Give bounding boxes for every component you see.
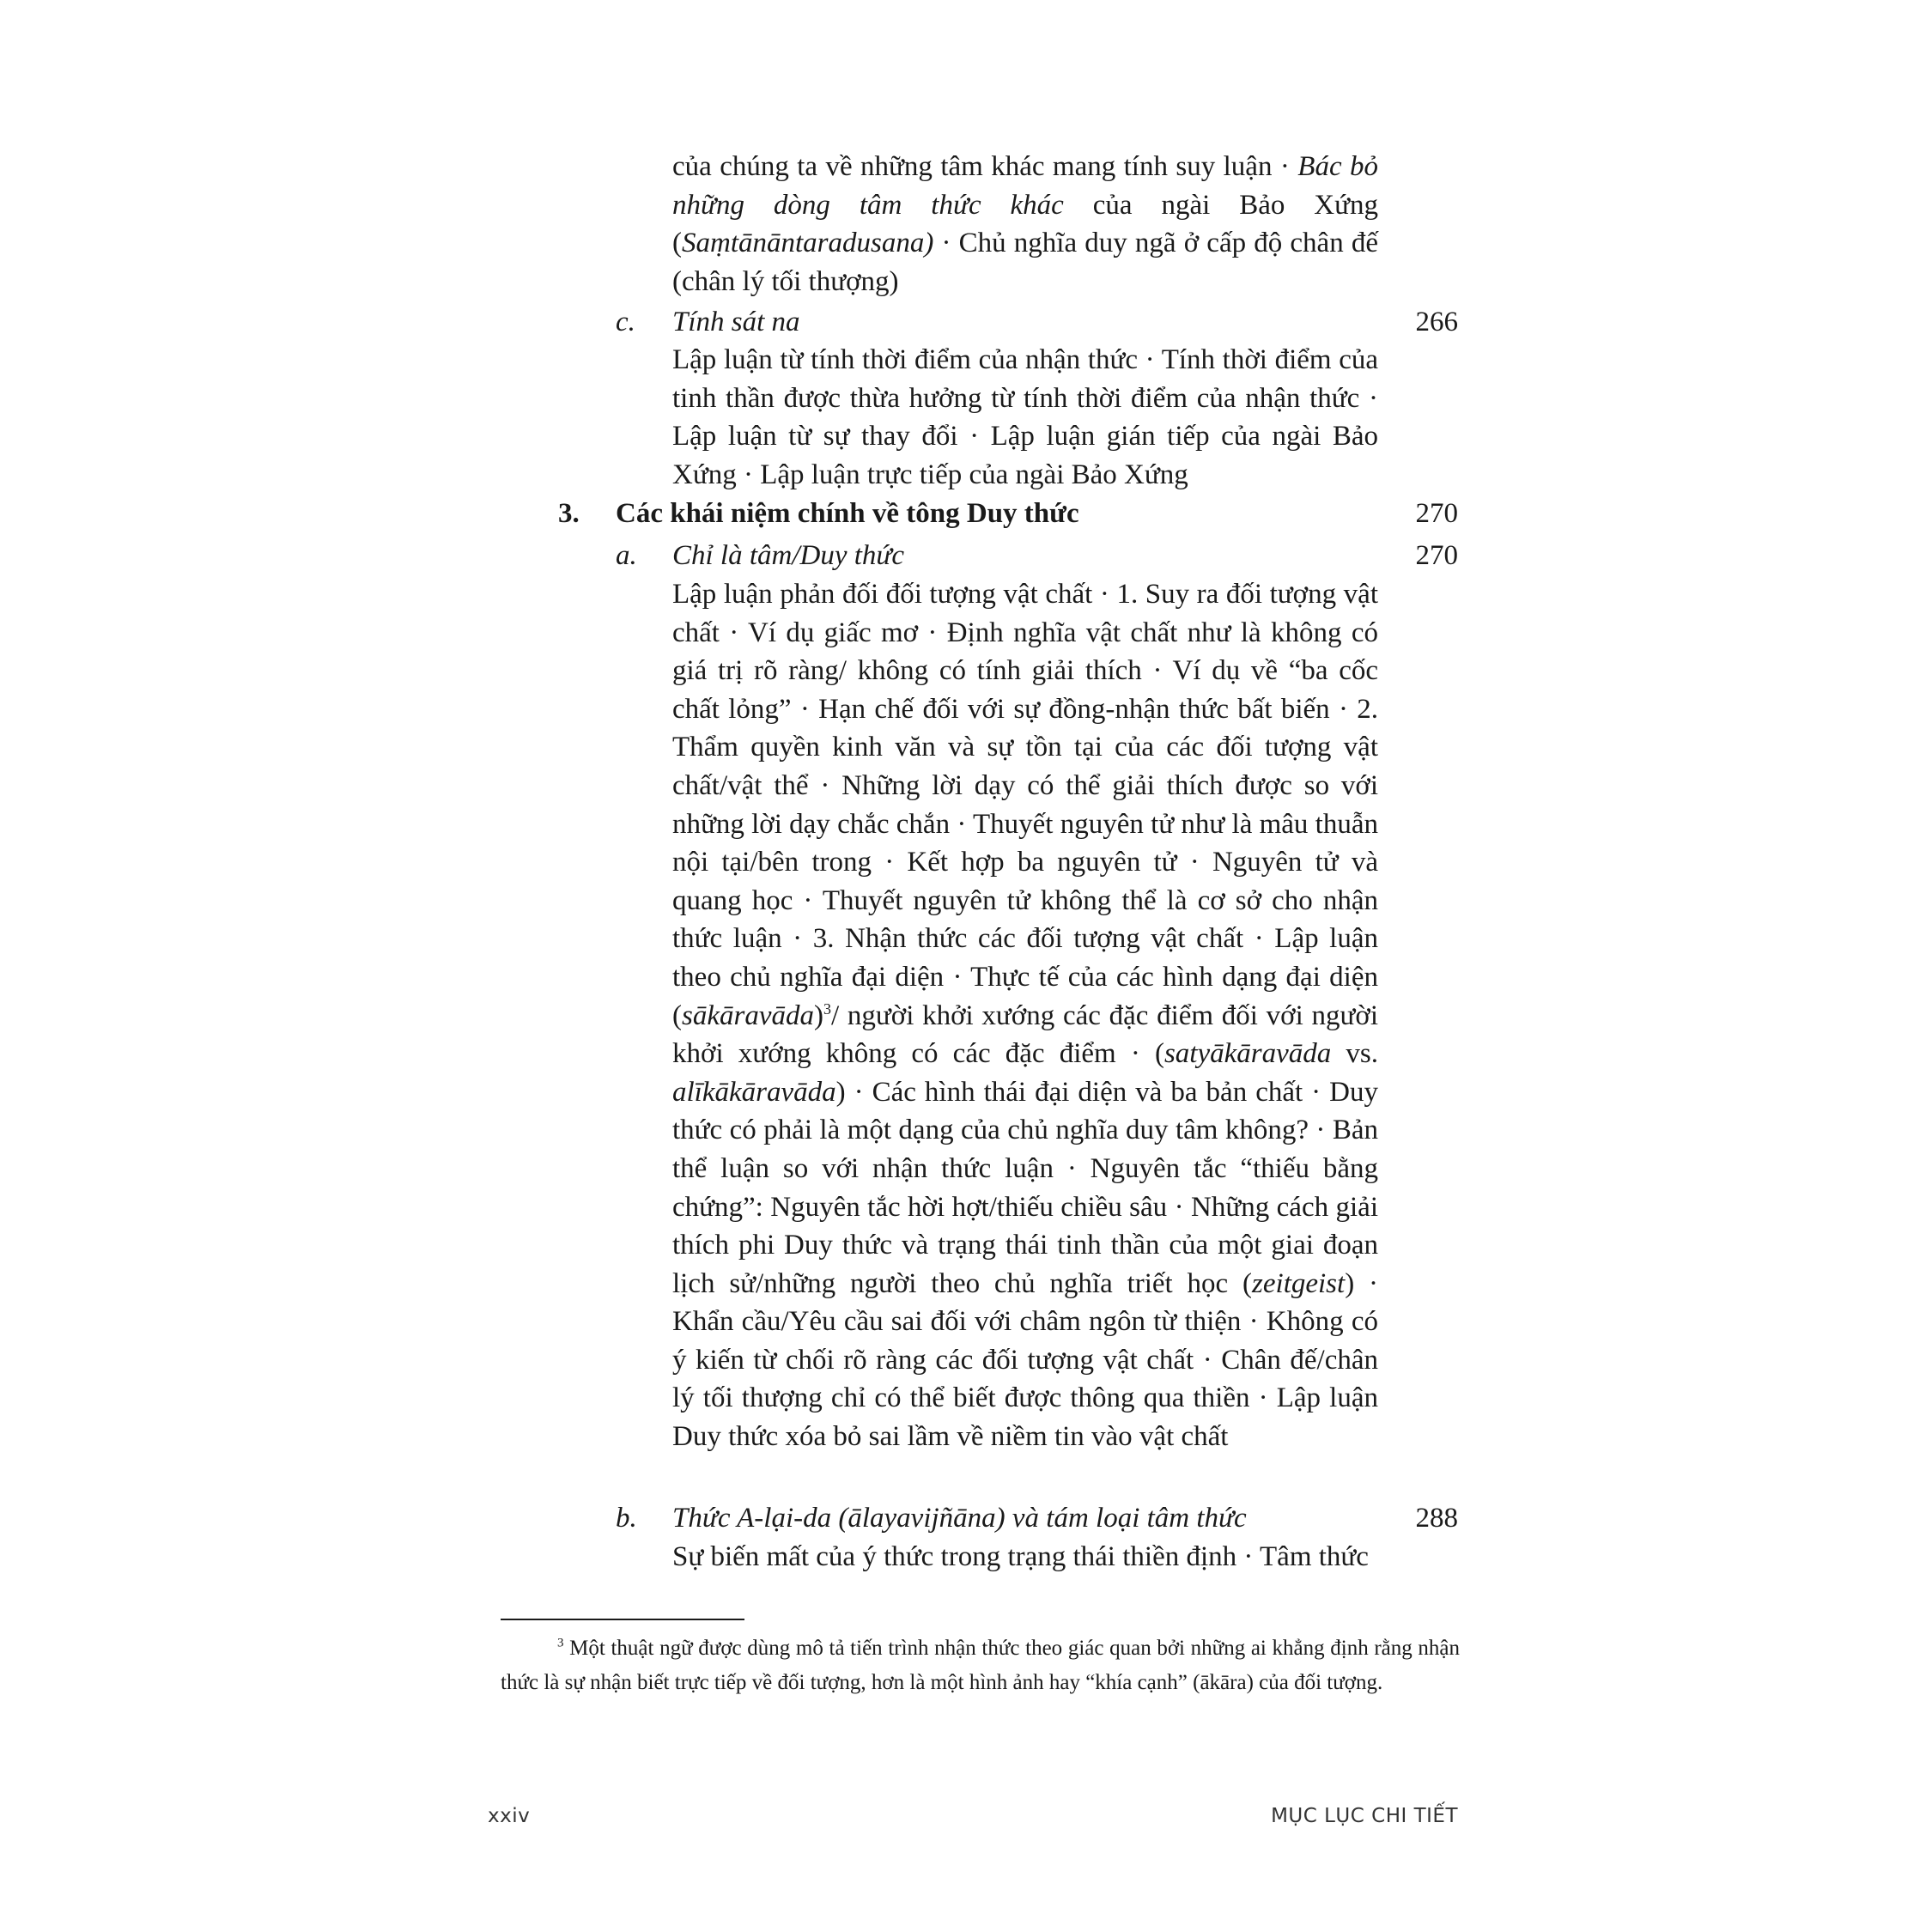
continued-line-1: của chúng ta về những tâm khác mang tính suy luận (672, 151, 1273, 182)
sanskrit-term: satyākāravāda (1163, 1038, 1332, 1070)
footnote-marker: 3 (557, 1636, 564, 1650)
german-term: zeitgeist (1252, 1267, 1346, 1299)
item-b-page: 288 (1415, 1503, 1458, 1534)
sanskrit-term: Saṃtānāntaradusana) (682, 228, 934, 259)
section-3-title: Các khái niệm chính về tông Duy thức (616, 498, 1079, 529)
item-b-title: Thức A-lại-da (ālayavijñāna) và tám loại tâm thức (672, 1503, 1247, 1534)
item-c-description: Lập luận từ tính thời điểm của nhận thức · Tính thời điểm của tinh thần được thừa hưởng từ tính thời điểm của nhận thức · Lập luận từ sự thay đổi · Lập luận gián tiếp của ngài Bảo Xứng · Lập luận trực tiếp của ngài Bảo Xứng (672, 344, 1378, 490)
item-a-page: 270 (1415, 540, 1458, 571)
item-b-letter: b. (616, 1503, 637, 1534)
sanskrit-term: sākāravāda (682, 999, 814, 1031)
running-section-title: MỤC LỤC CHI TIẾT (1271, 1805, 1458, 1827)
section-3-page: 270 (1415, 498, 1458, 529)
item-a-description: Lập luận phản đối đối tượng vật chất · 1. Suy ra đối tượng vật chất · Ví dụ giấc mơ · Định nghĩa vật chất như là không có giá trị rõ ràng/ không có tính giải thích · Ví dụ về “ba cốc chất lỏng” · Hạn chế đối với sự đồng-nhận thức bất biến · 2. Thẩm quyền kinh văn và sự tồn tại của các đối tượng vật chất/vật thể · Những lời dạy có thể giải thích được so với những lời dạy chắc chắn · Thuyết nguyên tử như là mâu thuẫn nội tại/bên trong · Kết hợp ba nguyên tử · Nguyên tử và quang học · Thuyết nguyên tử không thể là cơ sở cho nhận thức luận · 3. Nhận thức các đối tượng vật chất · Lập luận theo chủ nghĩa đại diện · Thực tế của các hình dạng đại diện (sākāravāda)$^3$/ người khởi xướng các đặc điểm đối với người khởi xướng không có các đặc điểm · (satyākāravāda vs. alīkākāravāda) · Các hình thái đại diện và ba bản chất · Duy thức có phải là một dạng của chủ nghĩa duy tâm không? · Bản thể luận so với nhận thức luận · Nguyên tắc “thiếu bằng chứng”: Nguyên tắc hời hợt/thiếu chiều sâu · Những cách giải thích phi Duy thức và trạng thái tinh thần của một giai đoạn lịch sử/những người theo chủ nghĩa triết học (zeitgeist) · Khẩn cầu/Yêu cầu sai đối với châm ngôn từ thiện · Không có ý kiến từ chối rõ ràng các đối tượng vật chất · Chân đế/chân lý tối thượng chỉ có thể biết được thông qua thiền · Lập luận Duy thức xóa bỏ sai lầm về niềm tin vào vật chất (672, 579, 1379, 1453)
item-b-description: Sự biến mất của ý thức trong trạng thái thiền định · Tâm thức (672, 1541, 1369, 1572)
item-a-letter: a. (616, 540, 637, 571)
item-c-title: Tính sát na (672, 307, 800, 337)
item-c-page: 266 (1415, 307, 1458, 337)
item-a-title: Chỉ là tâm/Duy thức (672, 540, 905, 571)
section-3-number: 3. (558, 498, 580, 529)
footnote-reference[interactable]: 3 (823, 999, 831, 1018)
item-c-letter: c. (616, 307, 635, 337)
footnote-text: Một thuật ngữ được dùng mô tả tiến trình nhận thức theo giác quan bởi những ai khẳng định rằng nhận thức là sự nhận biết trực tiếp về đối tượng, hơn là một hình ảnh hay “khía cạnh” (ākāra) của đối tượng. (501, 1637, 1460, 1694)
page-number: xxiv (488, 1805, 531, 1827)
sanskrit-term: alīkākāravāda (672, 1076, 836, 1108)
footnote-divider (501, 1619, 744, 1620)
italic-term: Bác bỏ những dòng tâm thức khác (672, 151, 1378, 221)
continued-description: của chúng ta về những tâm khác mang tính suy luận · Bác bỏ những dòng tâm thức khác của ngài Bảo Xứng (Saṃtānāntaradusana) · Chủ nghĩa duy ngã ở cấp độ chân đế (chân lý tối thượng) (672, 151, 1378, 297)
footnote (501, 1631, 1460, 1700)
